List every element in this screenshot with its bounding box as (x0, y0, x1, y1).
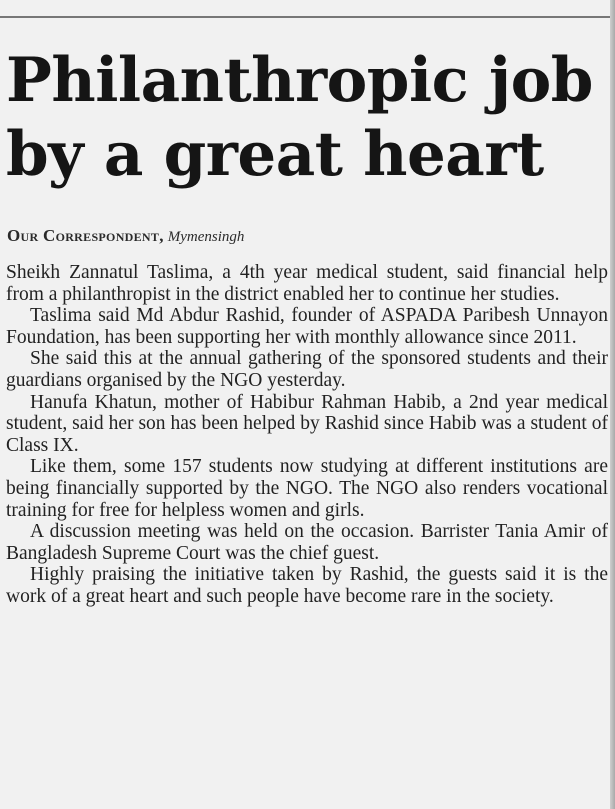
top-rule-divider (0, 16, 615, 18)
article-headline (6, 44, 606, 192)
headline-line-2: by a great heart (6, 119, 544, 190)
article-paragraph-6: A discussion meeting was held on the occasion. Barrister Tania Amir of Bangladesh Supreme Court was the chief guest. (6, 521, 608, 564)
article-paragraph-4: Hanufa Khatun, mother of Habibur Rahman Habib, a 2nd year medical student, said her son has been helped by Rashid since Habib was a student of Class IX. (6, 391, 608, 456)
article-body (6, 262, 608, 608)
article-paragraph-2: Taslima said Md Abdur Rashid, founder of ASPADA Paribesh Unnayon Foundation, has been supporting her with monthly allowance since 2011. (6, 305, 608, 348)
adjacent-column-edge (610, 0, 615, 809)
article-paragraph-7: Highly praising the initiative taken by Rashid, the guests said it is the work of a great heart and such people have become rare in the society. (6, 564, 608, 607)
article-paragraph-5: Like them, some 157 students now studying at different institutions are being financially supported by the NGO. The NGO also renders vocational training for free for helpless women and girls. (6, 456, 608, 521)
article-byline (7, 226, 607, 247)
article-paragraph-1: Sheikh Zannatul Taslima, a 4th year medical student, said financial help from a philanthropist in the district enabled her to continue her studies. (6, 262, 608, 305)
headline-line-1: Philanthropic job (6, 45, 593, 116)
article-paragraph-3: She said this at the annual gathering of the sponsored students and their guardians organised by the NGO yesterday. (6, 348, 608, 391)
byline-correspondent: Our Correspondent, (7, 226, 164, 245)
byline-location: Mymensingh (167, 229, 245, 245)
